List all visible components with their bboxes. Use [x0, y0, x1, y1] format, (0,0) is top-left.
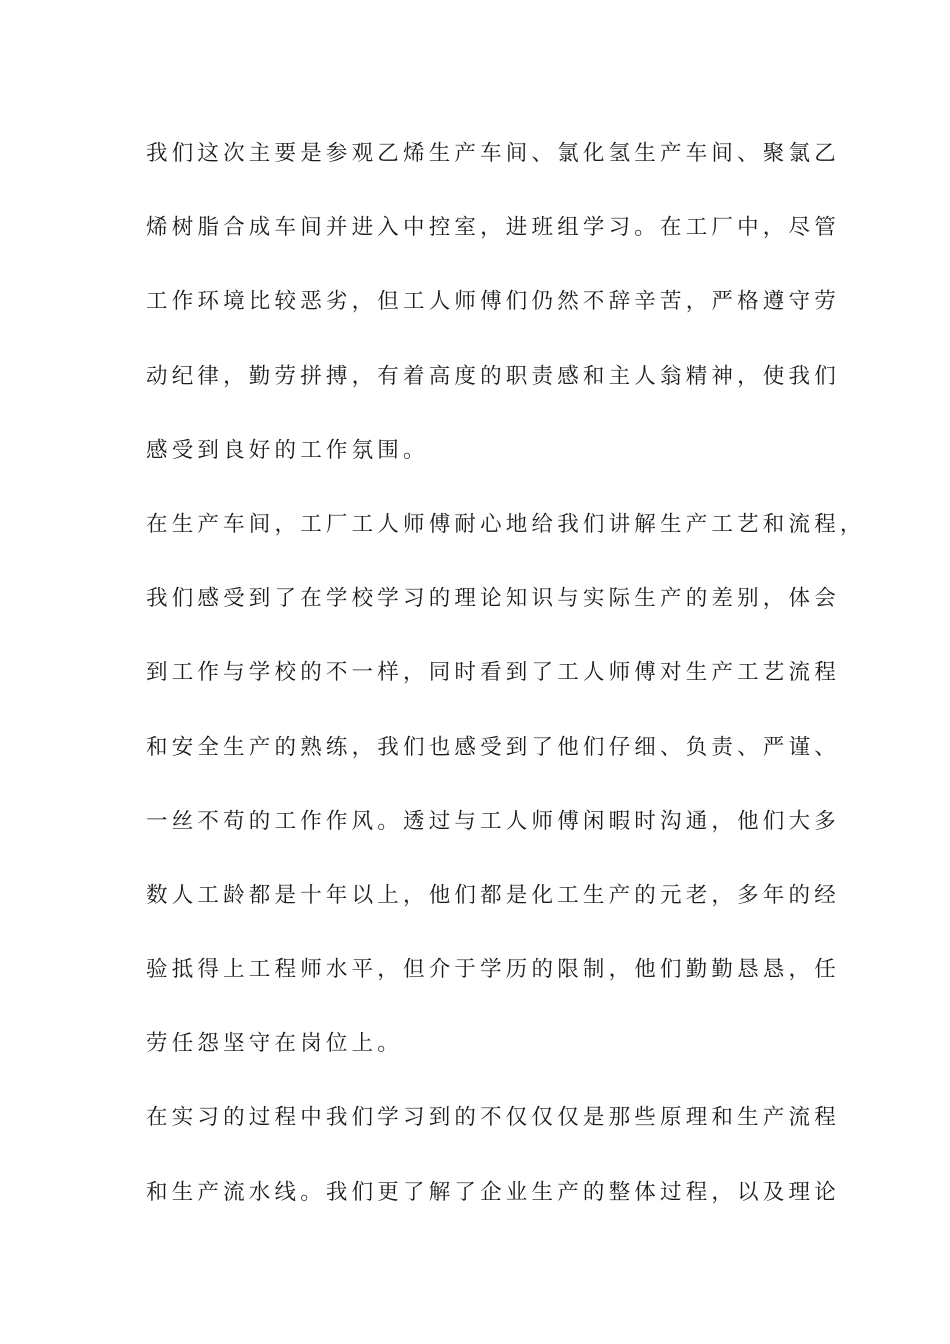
text-line: 到工作与学校的不一样，同时看到了工人师傅对生产工艺流程: [146, 660, 840, 686]
text-line: 劳任怨坚守在岗位上。: [146, 1031, 404, 1057]
text-line: 和安全生产的熟练，我们也感受到了他们仔细、负责、严谨、: [146, 734, 840, 760]
text-line: 在实习的过程中我们学习到的不仅仅仅是那些原理和生产流程: [146, 1105, 840, 1131]
text-line: 感受到良好的工作氛围。: [146, 437, 429, 463]
text-line: 数人工龄都是十年以上，他们都是化工生产的元老，多年的经: [146, 882, 840, 908]
text-line: 动纪律，勤劳拼搏，有着高度的职责感和主人翁精神，使我们: [146, 363, 840, 389]
text-line: 烯树脂合成车间并进入中控室，进班组学习。在工厂中，尽管: [146, 215, 840, 241]
text-line: 一丝不苟的工作作风。透过与工人师傅闲暇时沟通，他们大多: [146, 808, 840, 834]
body-text: [146, 128, 866, 1241]
text-line: 工作环境比较恶劣，但工人师傅们仍然不辞辛苦，严格遵守劳: [146, 289, 840, 315]
text-line: 验抵得上工程师水平，但介于学历的限制，他们勤勤恳恳，任: [146, 957, 840, 983]
text-line: 在生产车间，工厂工人师傅耐心地给我们讲解生产工艺和流程，: [146, 511, 866, 537]
text-line: 和生产流水线。我们更了解了企业生产的整体过程，以及理论: [146, 1179, 840, 1205]
text-line: 我们感受到了在学校学习的理论知识与实际生产的差别，体会: [146, 586, 840, 612]
text-line: 我们这次主要是参观乙烯生产车间、氯化氢生产车间、聚氯乙: [146, 141, 840, 166]
